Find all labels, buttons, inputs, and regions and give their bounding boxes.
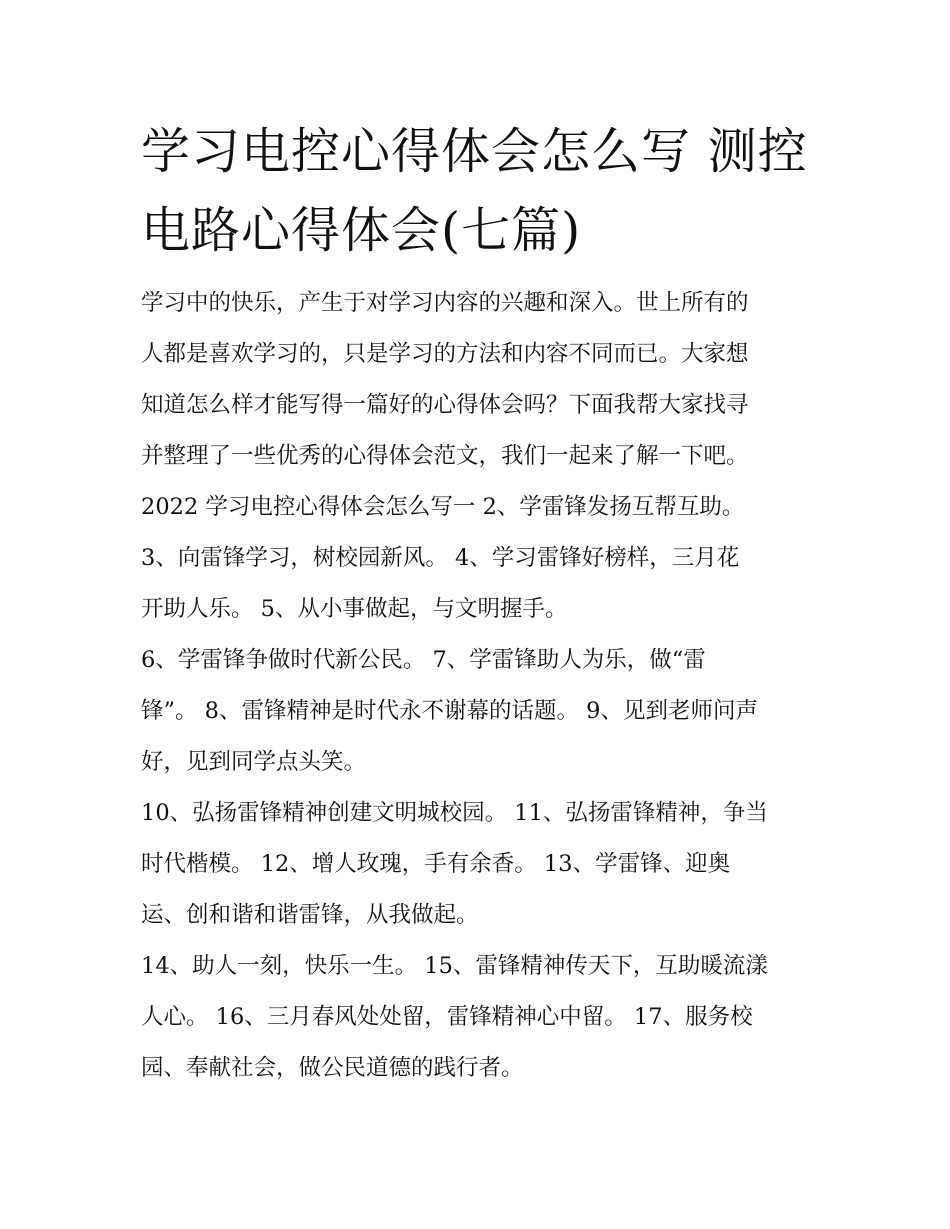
body-line: 运、创和谐和谐雷锋，从我做起。 (141, 902, 479, 928)
title-line: 学习电控心得体会怎么写 测控 (141, 123, 808, 180)
body-line: 好，见到同学点头笑。 (141, 749, 367, 775)
body-line: 锋”。 8、雷锋精神是时代永不谢幕的话题。 9、见到老师问声 (141, 698, 758, 724)
body-line: 10、弘扬雷锋精神创建文明城校园。 11、弘扬雷锋精神，争当 (141, 800, 768, 826)
body-line: 人都是喜欢学习的，只是学习的方法和内容不同而已。大家想 (141, 341, 749, 367)
body-line: 知道怎么样才能写得一篇好的心得体会吗？下面我帮大家找寻 (141, 392, 749, 418)
body-line: 2022 学习电控心得体会怎么写一 2、学雷锋发扬互帮互助。 (141, 494, 745, 520)
document-title (141, 112, 821, 270)
body-line: 14、助人一刻，快乐一生。 15、雷锋精神传天下，互助暖流漾 (141, 953, 768, 979)
title-line: 电路心得体会(七篇) (141, 202, 582, 259)
body-line: 人心。 16、三月春风处处留，雷锋精神心中留。 17、服务校 (141, 1004, 753, 1030)
body-line: 并整理了一些优秀的心得体会范文，我们一起来了解一下吧。 (141, 443, 749, 469)
body-line: 时代楷模。 12、增人玫瑰，手有余香。 13、学雷锋、迎奥 (141, 851, 731, 877)
body-line: 3、向雷锋学习，树校园新风。 4、学习雷锋好榜样，三月花 (141, 545, 740, 571)
body-line: 学习中的快乐，产生于对学习内容的兴趣和深入。世上所有的 (141, 290, 749, 316)
body-line: 园、奉献社会，做公民道德的践行者。 (141, 1055, 524, 1081)
body-line: 6、学雷锋争做时代新公民。 7、学雷锋助人为乐，做“雷 (141, 647, 706, 673)
document-body (141, 278, 821, 1094)
body-line: 开助人乐。 5、从小事做起，与文明握手。 (141, 596, 568, 622)
